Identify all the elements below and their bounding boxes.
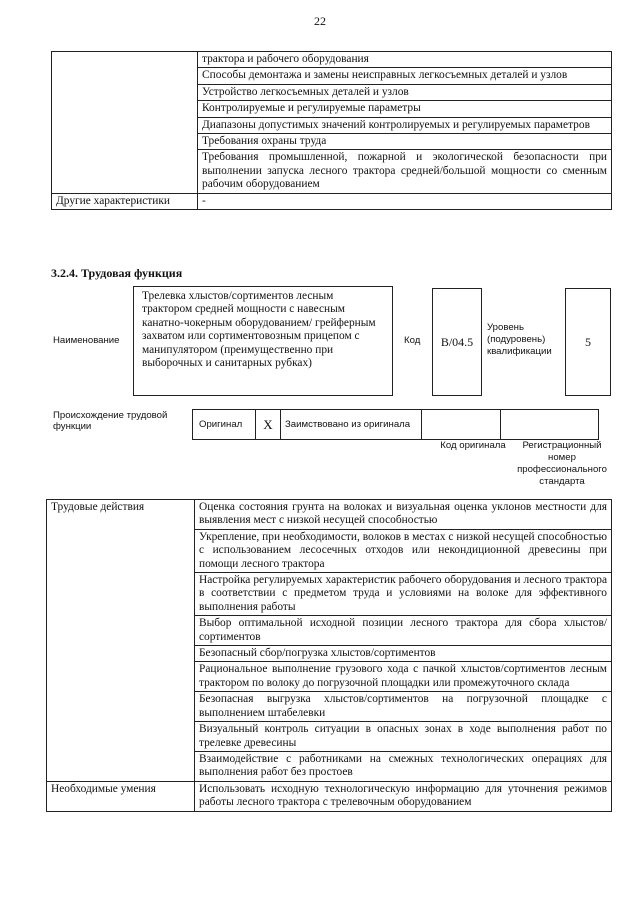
labor-action-item: Выбор оптимальной исходной позиции лесного трактора для сбора хлыстов/сортиментов [195, 616, 612, 646]
labor-action-item: Безопасный сбор/погрузка хлыстов/сортиментов [195, 646, 612, 662]
knowledge-item: Требования промышленной, пожарной и экологической безопасности при выполнении запуска лесного трактора средней/большой мощности со сменным рабочим оборудованием [198, 150, 612, 193]
other-characteristics-value: - [198, 193, 612, 209]
registration-number-cell [500, 409, 599, 440]
knowledge-item: Устройство легкосъемных деталей и узлов [198, 84, 612, 100]
knowledge-item: трактора и рабочего оборудования [198, 52, 612, 68]
section-heading: 3.2.4. Трудовая функция [51, 266, 183, 280]
knowledge-item: Контролируемые и регулируемые параметры [198, 101, 612, 117]
labor-actions-label: Трудовые действия [47, 500, 195, 782]
skills-label: Необходимые умения [47, 781, 195, 811]
labor-action-item: Укрепление, при необходимости, волоков в местах с низкой несущей способностью с использованием лесосечных отходов или некондиционной древесины при помощи лесного трактора [195, 529, 612, 572]
page-number: 22 [314, 14, 326, 28]
table-row [47, 500, 612, 530]
other-characteristics-label: Другие характеристики [52, 193, 198, 209]
labor-action-item: Настройка регулируемых характеристик рабочего оборудования и лесного трактора в соответствии с предметом труда и условиями на волоке для эффективного выполнения работы [195, 573, 612, 616]
empty-label-cell [52, 52, 198, 194]
original-cell: Оригинал [192, 409, 256, 440]
labor-action-item: Безопасная выгрузка хлыстов/сортиментов на погрузочной площадке с выполнением штабелевки [195, 692, 612, 722]
labor-action-item: Рациональное выполнение грузового хода с пачкой хлыстов/сортиментов лесным трактором по волоку до погрузочной площадки или промежуточного склада [195, 662, 612, 692]
original-code-cell [421, 409, 501, 440]
name-label: Наименование [53, 335, 120, 346]
qualification-level-label: Уровень (подуровень) квалификации [487, 322, 552, 357]
knowledge-table [51, 51, 612, 210]
knowledge-item: Способы демонтажа и замены неисправных легкосъемных деталей и узлов [198, 68, 612, 84]
labor-action-item: Оценка состояния грунта на волоках и визуальная оценка уклонов местности для выявления мест с низкой несущей способностью [195, 500, 612, 530]
original-code-caption: Код оригинала [440, 440, 506, 451]
skill-item: Использовать исходную технологическую информацию для уточнения режимов работы лесного трактора с трелевочным оборудованием [195, 781, 612, 811]
knowledge-item: Требования охраны труда [198, 134, 612, 150]
knowledge-item: Диапазоны допустимых значений контролируемых и регулируемых параметров [198, 117, 612, 133]
function-name-box: Трелевка хлыстов/сортиментов лесным трактором средней мощности с навесным канатно-чокерным оборудованием/ грейферным захватом или сортиментовозным прицепом с манипулятором (преимущественно при выборочных и санитарных рубках) [133, 286, 393, 396]
registration-number-caption: Регистрационный номер профессионального стандарта [517, 440, 607, 487]
labor-actions-table [46, 499, 612, 812]
function-code-box: B/04.5 [432, 288, 482, 396]
labor-action-item: Взаимодействие с работниками на смежных технологических операциях для выполнения работ без простоев [195, 751, 612, 781]
table-row [52, 193, 612, 209]
table-row [52, 52, 612, 68]
origin-row [193, 409, 599, 440]
table-row [47, 781, 612, 811]
origin-label: Происхождение трудовой функции [53, 410, 168, 432]
original-mark: X [255, 409, 281, 440]
qualification-level-box: 5 [565, 288, 611, 396]
labor-action-item: Визуальный контроль ситуации в опасных зонах в ходе выполнения работ по трелевке древесины [195, 722, 612, 752]
borrowed-cell: Заимствовано из оригинала [280, 409, 422, 440]
code-label: Код [404, 335, 421, 346]
